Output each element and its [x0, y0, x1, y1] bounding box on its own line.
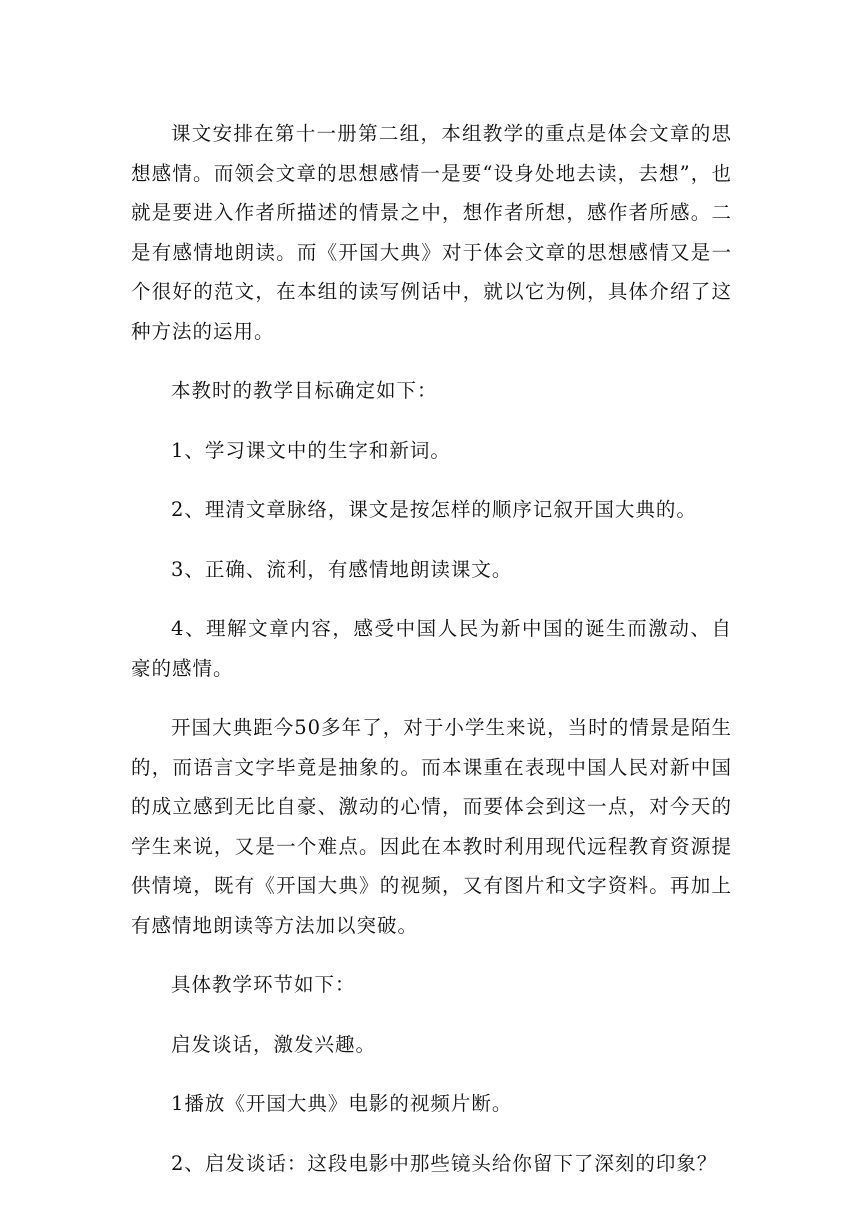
- steps-heading: 具体教学环节如下：: [171, 973, 356, 996]
- objective-item-1: 1、学习课文中的生字和新词。: [171, 438, 451, 462]
- step-item-1: 1播放《开国大典》电影的视频片断。: [171, 1092, 513, 1115]
- objective-item-3: 3、正确、流利，有感情地朗读课文。: [171, 557, 513, 581]
- step-item-2: 2、启发谈话：这段电影中那些镜头给你留下了深刻的印象？: [171, 1151, 718, 1175]
- step-title: 启发谈话，激发兴趣。: [171, 1032, 377, 1056]
- objectives-heading: 本教时的教学目标确定如下：: [171, 379, 438, 402]
- intro-paragraph: 课文安排在第十一册第二组，本组教学的重点是体会文章的思想感情。而领会文章的思想感情一是要“设身处地去读，去想”，也就是要进入作者所描述的情景之中，想作者所想，感作者所感。二是有感情地朗读。而《开国大典》对于体会文章的思想感情又是一个很好的范文，在本组的读写例话中，就以它为例，具体介绍了这种方法的运用。: [131, 122, 732, 343]
- objective-item-2: 2、理清文章脉络，课文是按怎样的顺序记叙开国大典的。: [171, 498, 697, 521]
- difficulty-paragraph: 开国大典距今50多年了，对于小学生来说，当时的情景是陌生的，而语言文字毕竟是抽象的。而本课重在表现中国人民对新中国的成立感到无比自豪、激动的心情，而要体会到这一点，对今天的学生来说，又是一个难点。因此在本教时利用现代远程教育资源提供情境，既有《开国大典》的视频，又有图片和文字资料。再加上有感情地朗读等方法加以突破。: [131, 716, 732, 937]
- objective-item-4: 4、理解文章内容，感受中国人民为新中国的诞生而激动、自豪的感情。: [131, 617, 732, 680]
